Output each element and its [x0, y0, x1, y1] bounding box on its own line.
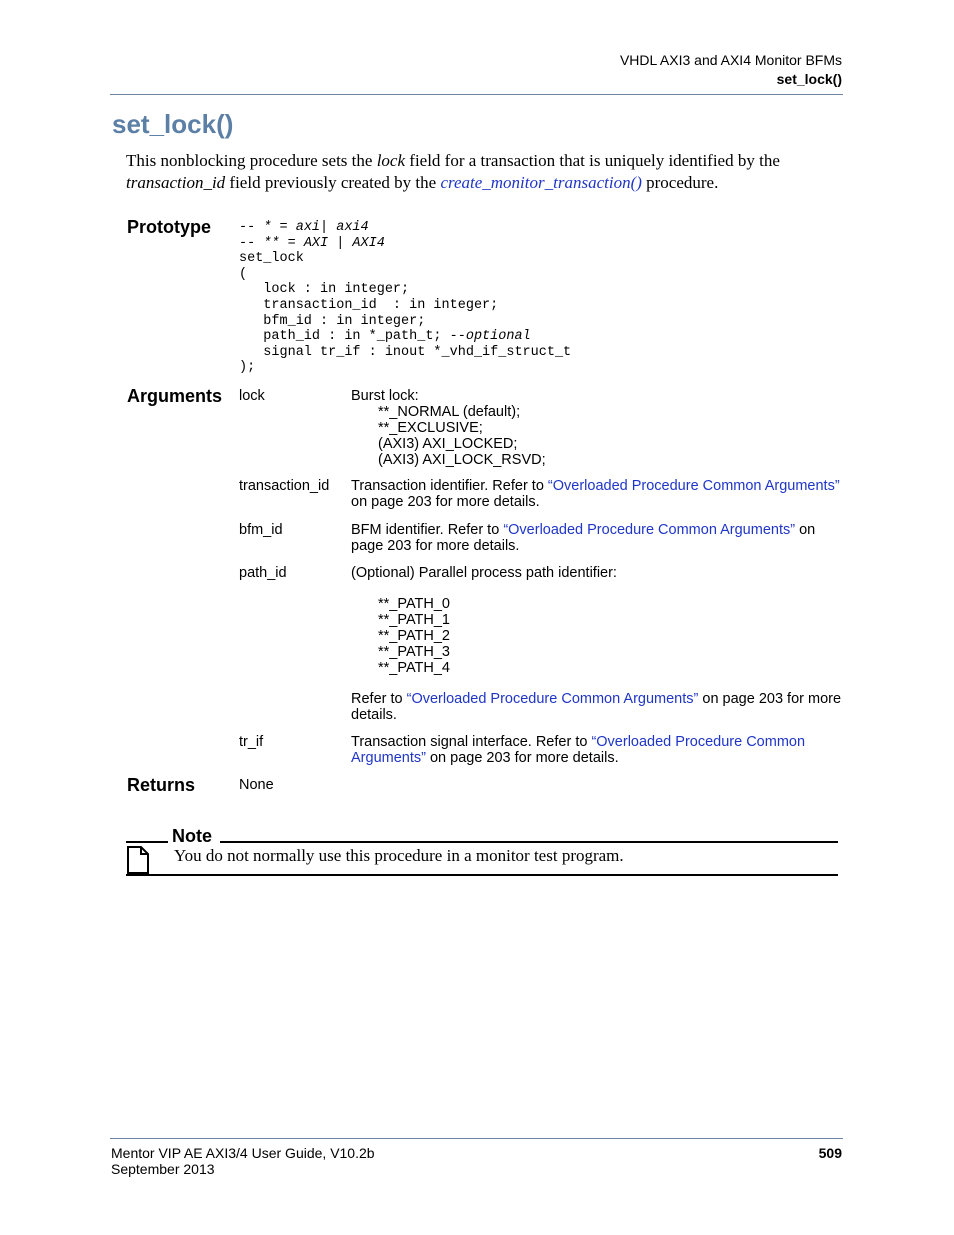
overloaded-args-link-path-id[interactable]: “Overloaded Procedure Common Arguments”: [406, 691, 699, 707]
footer-rule: [110, 1138, 843, 1139]
intro-paragraph: This nonblocking procedure sets the lock field for a transaction that is uniquely identified by the transaction_id field previously created by the create_monitor_transaction() procedure.: [126, 151, 780, 192]
create-monitor-transaction-link[interactable]: create_monitor_transaction(): [440, 173, 642, 192]
arg-desc-bfm-id: BFM identifier. Refer to “Overloaded Procedure Common Arguments” on page 203 for more details.: [351, 522, 816, 554]
returns-heading: Returns: [127, 775, 196, 795]
page-title: set_lock(): [112, 109, 234, 139]
footer-guide-title: Mentor VIP AE AXI3/4 User Guide, V10.2b: [111, 1145, 375, 1161]
returns-value: None: [239, 777, 274, 793]
note-text: You do not normally use this procedure in a monitor test program.: [174, 846, 624, 865]
overloaded-args-link-bfm-id[interactable]: “Overloaded Procedure Common Arguments”: [503, 522, 796, 538]
overloaded-args-link-tr-if[interactable]: “Overloaded Procedure Common Arguments”: [351, 734, 806, 766]
arg-desc-path-id: (Optional) Parallel process path identifier: **_PATH_0 **_PATH_1 **_PATH_2 **_PATH_3 **_PATH_4 Refer to “Overloaded Procedure Common Arguments” on page 203 for more details.: [351, 565, 842, 723]
arg-desc-lock: Burst lock: **_NORMAL (default); **_EXCLUSIVE; (AXI3) AXI_LOCKED; (AXI3) AXI_LOCK_RSVD;: [351, 388, 546, 468]
note-top-rule-left: [126, 841, 168, 843]
header-rule: [110, 94, 843, 95]
running-header-section: set_lock(): [776, 71, 842, 87]
arg-name-path-id: path_id: [239, 565, 287, 581]
note-bottom-rule: [126, 874, 838, 876]
arg-name-lock: lock: [239, 388, 265, 404]
arg-name-transaction-id: transaction_id: [239, 478, 330, 494]
overloaded-args-link-transaction-id[interactable]: “Overloaded Procedure Common Arguments”: [547, 478, 840, 494]
footer-info: [111, 1145, 375, 1177]
prototype-code: -- * = axi| axi4 -- ** = AXI | AXI4 set_lock ( lock : in integer; transaction_id : in integer; bfm_id : in integer; path_id : in *_path_t; --optional signal tr_if : inout *_vhd_if_struct_t );: [239, 220, 572, 376]
prototype-heading: Prototype: [127, 217, 212, 237]
arg-name-tr-if: tr_if: [239, 734, 264, 750]
arg-desc-tr-if: Transaction signal interface. Refer to “Overloaded Procedure Common Arguments” on page 203 for more details.: [351, 734, 806, 766]
page-number: 509: [818, 1145, 842, 1161]
arg-desc-transaction-id: Transaction identifier. Refer to “Overloaded Procedure Common Arguments” on page 203 for more details.: [351, 478, 840, 510]
running-header-chapter: VHDL AXI3 and AXI4 Monitor BFMs: [619, 52, 842, 68]
intro-lock-term: lock: [376, 151, 406, 170]
note-label: Note: [172, 826, 212, 846]
note-top-rule-right: [220, 841, 838, 843]
arguments-heading: Arguments: [127, 386, 223, 406]
arg-name-bfm-id: bfm_id: [239, 522, 283, 538]
intro-transaction-id-term: transaction_id: [126, 173, 226, 192]
footer-date: September 2013: [111, 1161, 215, 1177]
